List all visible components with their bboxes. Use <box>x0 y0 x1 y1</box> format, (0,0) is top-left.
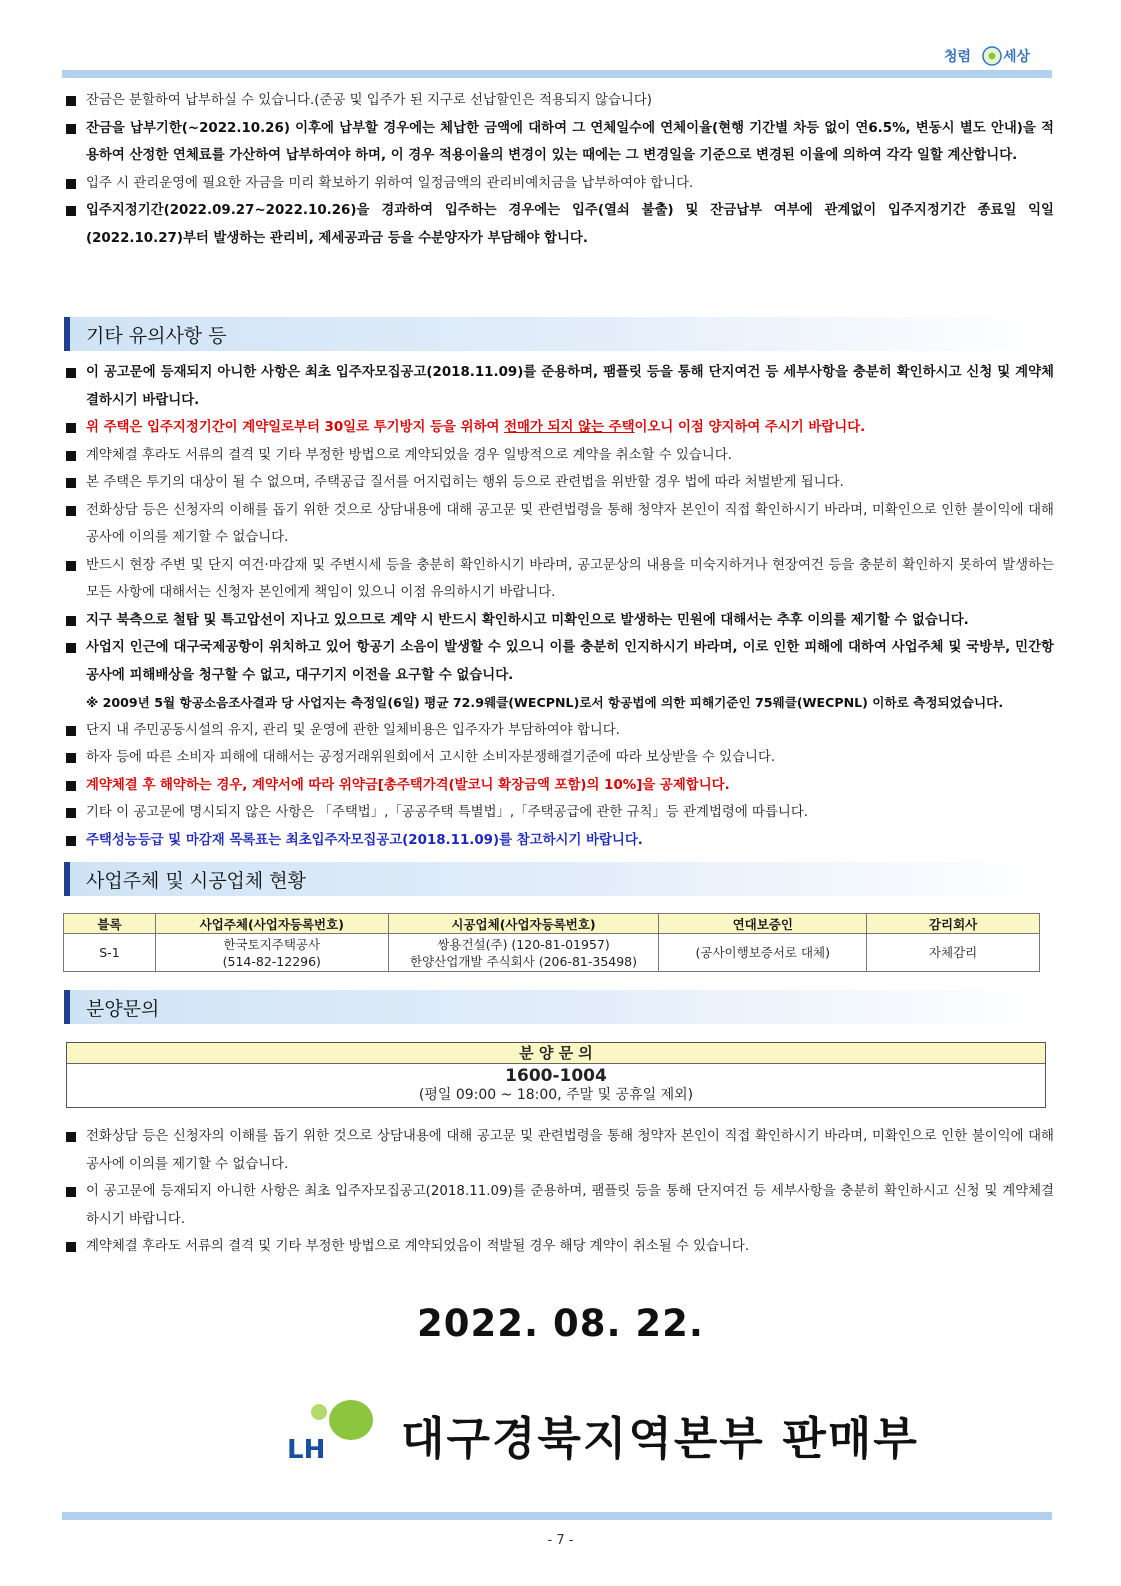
list-item <box>66 1178 1054 1233</box>
bullet-text: 단지 내 주민공동시설의 유지, 관리 및 운영에 관한 일체비용은 입주자가 부담하여야 합니다. <box>86 722 620 738</box>
square-bullet-icon <box>66 423 76 433</box>
noise-survey-note: ※ 2009년 5월 항공소음조사결과 당 사업지는 측정일(6일) 평균 72.9웨클(WECPNL)로서 항공법에 의한 피해기준인 75웨클(WECPNL) 이하로 측정되었습니다. <box>86 695 1004 710</box>
inquiry-box-header: 분 양 문 의 <box>67 1043 1045 1064</box>
square-bullet-icon <box>66 781 76 791</box>
square-bullet-icon <box>66 726 76 736</box>
list-item <box>66 717 1054 745</box>
bullet-text: 전화상담 등은 신청자의 이해를 돕기 위한 것으로 상담내용에 대해 공고문 및 관련법령을 통해 청약자 본인이 직접 확인하시기 바라며, 미확인으로 인한 불이익에 대해 공사에 이의를 제기할 수 없습니다. <box>86 502 1054 545</box>
developer-name: 한국토지주택공사 <box>223 936 321 952</box>
square-bullet-icon <box>66 96 76 106</box>
square-bullet-icon <box>66 1132 76 1142</box>
issuer-name: 대구경북지역본부 판매부 <box>401 1412 919 1465</box>
section-title: 사업주체 및 시공업체 현황 <box>86 869 307 892</box>
bullet-text: 사업지 인근에 대구국제공항이 위치하고 있어 항공기 소음이 발생할 수 있으니 이를 충분히 인지하시기 바라며, 이로 인한 피해에 대하여 사업주체 및 국방부, 민간항공사에 피해배상을 청구할 수 없고, 대구기지 이전을 요구할 수 없습니다. <box>86 640 1054 683</box>
inquiry-box <box>66 1042 1046 1108</box>
builder-cell <box>388 934 659 972</box>
list-item <box>66 552 1054 607</box>
list-item <box>66 414 1054 442</box>
issuer-block <box>273 1386 919 1476</box>
bullet-text: 본 주택은 투기의 대상이 될 수 없으며, 주택공급 질서를 어지럽히는 행위 등으로 관련법을 위반할 경우 법에 따라 처벌받게 됩니다. <box>86 475 844 490</box>
square-bullet-icon <box>66 451 76 461</box>
list-item <box>66 197 1054 252</box>
list-item <box>66 827 1054 855</box>
builder-name: 쌍용건설(주) (120-81-01957) <box>437 936 610 952</box>
bullet-text: 계약체결 후 해약하는 경우, 계약서에 따라 위약금[총주택가격(발코니 확장금액 포함)의 10%]을 공제합니다. <box>86 777 730 793</box>
notices-list <box>66 359 1054 854</box>
top-bullet-list <box>66 87 1054 252</box>
list-item <box>66 170 1054 198</box>
square-bullet-icon <box>66 368 76 378</box>
inquiry-notes-list <box>66 1123 1054 1261</box>
svg-text:세상: 세상 <box>1003 49 1031 65</box>
developer-reg-number: (514-82-12296) <box>222 953 321 969</box>
inquiry-hours: (평일 09:00 ~ 18:00, 주말 및 공휴일 제외) <box>418 1087 694 1103</box>
list-item <box>66 469 1054 497</box>
column-header: 감리회사 <box>867 914 1040 934</box>
section-title: 분양문의 <box>86 997 160 1020</box>
bullet-text: 지구 북측으로 철탑 및 특고압선이 지나고 있으므로 계약 시 반드시 확인하시고 미확인으로 발생하는 민원에 대해서는 추후 이의를 제기할 수 없습니다. <box>86 612 969 628</box>
bullet-text: 전화상담 등은 신청자의 이해를 돕기 위한 것으로 상담내용에 대해 공고문 및 관련법령을 통해 청약자 본인이 직접 확인하시기 바라며, 미확인으로 인한 불이익에 대해 공사에 이의를 제기할 수 없습니다. <box>86 1129 1054 1172</box>
list-item <box>66 634 1054 689</box>
square-bullet-icon <box>66 808 76 818</box>
square-bullet-icon <box>66 478 76 488</box>
section-accent <box>64 990 70 1024</box>
square-bullet-icon <box>66 643 76 653</box>
inquiry-phone-number: 1600-1004 <box>505 1066 607 1086</box>
table-header-row <box>64 914 1040 934</box>
square-bullet-icon <box>66 1187 76 1197</box>
company-table <box>63 913 1040 972</box>
guarantor-cell: (공사이행보증서로 대체) <box>659 934 867 972</box>
list-item <box>66 744 1054 772</box>
bullet-text: 반드시 현장 주변 및 단지 여건·마감재 및 주변시세 등을 충분히 확인하시기 바라며, 공고문상의 내용을 미숙지하거나 현장여건 등을 충분히 확인하지 못하여 발생하는 모든 사항에 대해서는 신청자 본인에게 책임이 있으니 이점 유의하시기 바랍니다. <box>86 557 1054 600</box>
resale-warning <box>86 414 1054 442</box>
list-item <box>66 607 1054 635</box>
list-item <box>66 87 1054 115</box>
lh-logo-icon <box>273 1386 383 1476</box>
svg-text:청렴: 청렴 <box>944 49 972 65</box>
bullet-text: 잔금은 분할하여 납부하실 수 있습니다.(준공 및 입주가 된 지구로 선납할인은 적용되지 않습니다) <box>86 93 653 108</box>
developer-cell <box>155 934 388 972</box>
list-item <box>66 359 1054 414</box>
list-item <box>66 1123 1054 1178</box>
lh-logo-text: LH <box>287 1435 326 1465</box>
column-header: 사업주체(사업자등록번호) <box>155 914 388 934</box>
section-header-notices <box>64 317 1050 351</box>
list-item <box>66 799 1054 827</box>
bullet-text: 이 공고문에 등재되지 아니한 사항은 최초 입주자모집공고(2018.11.09)를 준용하며, 팸플릿 등을 통해 단지여건 등 세부사항을 충분히 확인하시고 신청 및 계약체결하시기 바랍니다. <box>86 365 1054 408</box>
square-bullet-icon <box>66 753 76 763</box>
bullet-text: 하자 등에 따른 소비자 피해에 대해서는 공정거래위원회에서 고시한 소비자분쟁해결기준에 따라 보상받을 수 있습니다. <box>86 750 776 765</box>
warning-text-prefix: 위 주택은 입주지정기간이 계약일로부터 30일로 투기방지 등을 위하여 <box>86 420 505 435</box>
section-title: 기타 유의사항 등 <box>86 324 227 347</box>
square-bullet-icon <box>66 836 76 846</box>
bullet-text: 입주지정기간(2022.09.27~2022.10.26)을 경과하여 입주하는 경우에는 입주(열쇠 불출) 및 잔금납부 여부에 관계없이 입주지정기간 종료일 익일(2022.10.27)부터 발생하는 관리비, 제세공과금 등을 수분양자가 부담해야 합니다. <box>86 203 1054 246</box>
bottom-rule <box>62 1512 1052 1520</box>
bullet-text: 기타 이 공고문에 명시되지 않은 사항은 「주택법」,「공공주택 특별법」,「주택공급에 관한 규칙」등 관계법령에 따릅니다. <box>86 805 809 820</box>
bullet-text: 주택성능등급 및 마감재 목록표는 최초입주자모집공고(2018.11.09)를 참고하시기 바랍니다. <box>86 832 643 848</box>
announcement-date: 2022. 08. 22. <box>417 1302 704 1345</box>
square-bullet-icon <box>66 506 76 516</box>
warning-text-underlined: 전매가 되지 않는 주택 <box>504 420 635 435</box>
builder-name: 한양산업개발 주식회사 (206-81-35498) <box>410 953 638 969</box>
bullet-text: 이 공고문에 등재되지 아니한 사항은 최초 입주자모집공고(2018.11.09)를 준용하며, 팸플릿 등을 통해 단지여건 등 세부사항을 충분히 확인하시고 신청 및 계약체결하시기 바랍니다. <box>86 1184 1054 1227</box>
square-bullet-icon <box>66 561 76 571</box>
bullet-text: 계약체결 후라도 서류의 결격 및 기타 부정한 방법으로 계약되었을 경우 일방적으로 계약을 취소할 수 있습니다. <box>86 447 732 463</box>
square-bullet-icon <box>66 206 76 216</box>
square-bullet-icon <box>66 1242 76 1252</box>
bullet-text: 입주 시 관리운영에 필요한 자금을 미리 확보하기 위하여 일정금액의 관리비예치금을 납부하여야 합니다. <box>86 175 694 191</box>
warning-text-suffix: 이오니 이점 양지하여 주시기 바랍니다. <box>634 420 866 435</box>
square-bullet-icon <box>66 616 76 626</box>
column-header: 연대보증인 <box>659 914 867 934</box>
column-header: 시공업체(사업자등록번호) <box>388 914 659 934</box>
integrity-world-logo <box>940 42 1040 70</box>
list-item <box>66 772 1054 800</box>
section-header-companies <box>64 862 1050 896</box>
square-bullet-icon <box>66 179 76 189</box>
list-item <box>66 497 1054 552</box>
list-item <box>66 115 1054 170</box>
list-item <box>66 1233 1054 1261</box>
bullet-text: 잔금을 납부기한(~2022.10.26) 이후에 납부할 경우에는 체납한 금액에 대하여 그 연체일수에 연체이율(현행 기간별 차등 없이 연6.5%, 변동시 별도 안내)을 적용하여 산정한 연체료를 가산하여 납부하여야 하며, 이 경우 적용이율의 변경이 있는 때에는 그 변경일을 기준으로 변경된 이율에 의하여 각각 일할 계산합니다. <box>86 120 1054 163</box>
section-header-inquiry <box>64 990 1050 1024</box>
list-item <box>66 442 1054 470</box>
square-bullet-icon <box>66 124 76 134</box>
supervisor-cell: 자체감리 <box>867 934 1040 972</box>
block-cell: S-1 <box>64 934 156 972</box>
section-accent <box>64 862 70 896</box>
column-header: 블록 <box>64 914 156 934</box>
page-number: - 7 - <box>547 1533 574 1548</box>
bullet-text: 계약체결 후라도 서류의 결격 및 기타 부정한 방법으로 계약되었음이 적발될 경우 해당 계약이 취소될 수 있습니다. <box>86 1239 750 1254</box>
top-rule <box>62 70 1052 78</box>
section-accent <box>64 317 70 351</box>
table-row <box>64 934 1040 972</box>
